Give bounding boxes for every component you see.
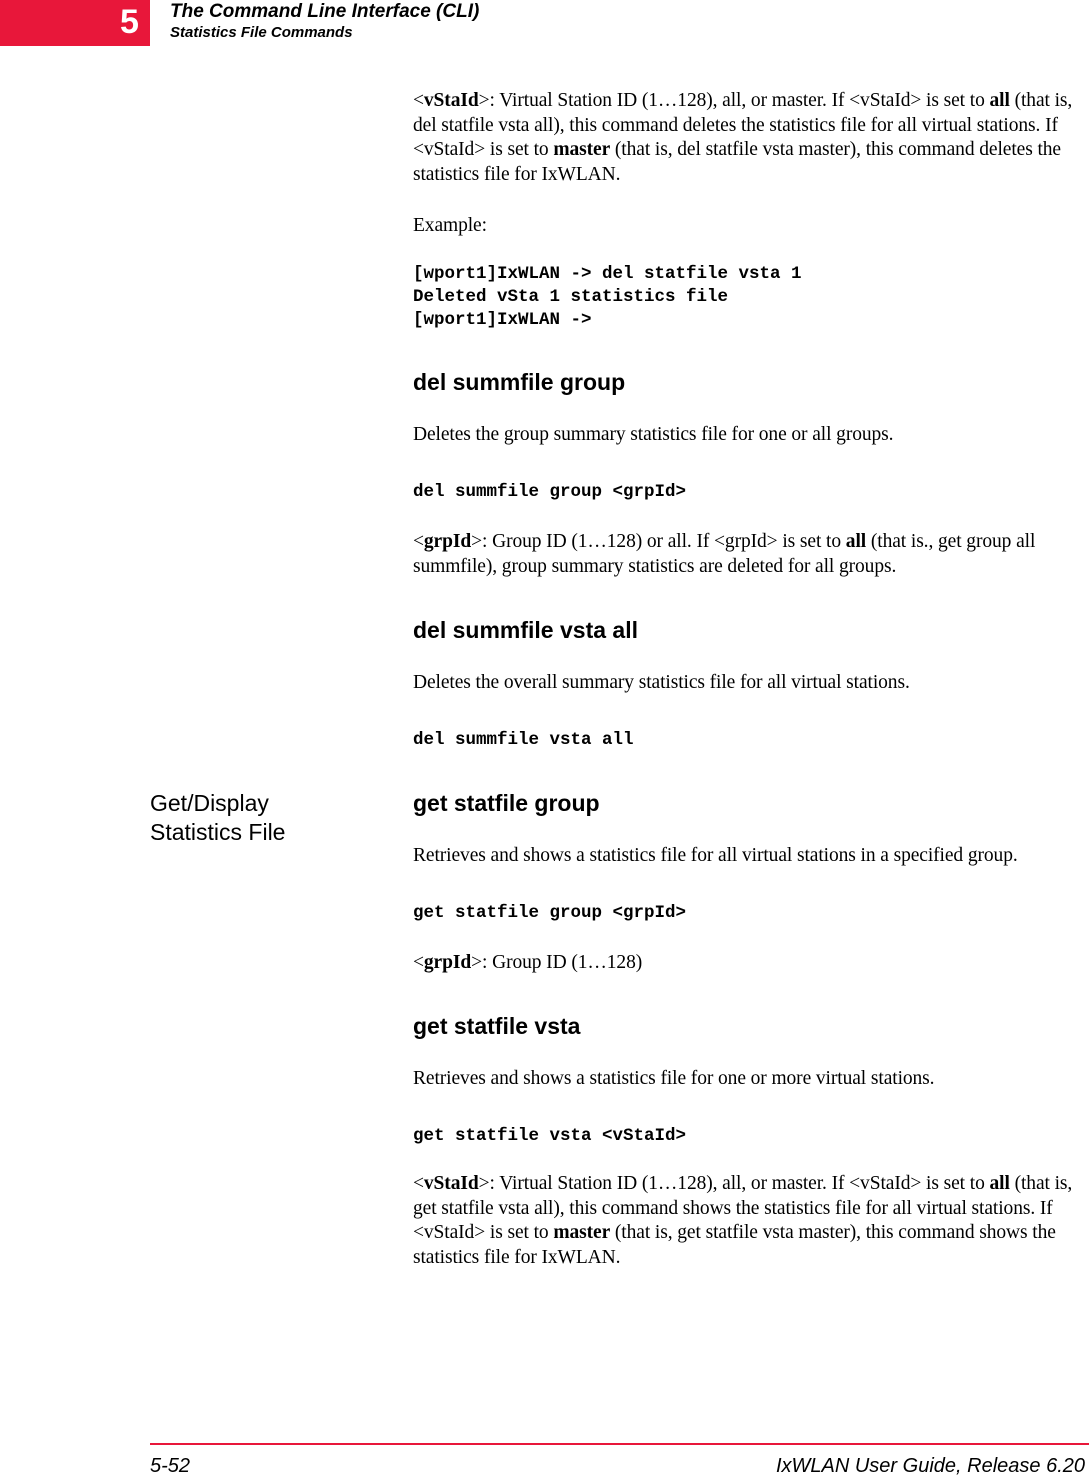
get-group-syntax: get statfile group <grpId> — [413, 903, 687, 923]
get-group-param-desc: <grpId>: Group ID (1…128) — [413, 952, 643, 973]
del-group-syntax: del summfile group <grpId> — [413, 482, 687, 502]
del-vsta-syntax: del summfile vsta all — [413, 730, 634, 750]
side-heading: Get/Display Statistics File — [150, 790, 286, 845]
heading-del-summfile-vsta-all: del summfile vsta all — [413, 617, 638, 643]
del-group-desc: Deletes the group summary statistics file for one or all groups. — [413, 424, 894, 445]
heading-del-summfile-group: del summfile group — [413, 369, 626, 395]
chapter-number: 5 — [120, 3, 139, 41]
get-group-desc: Retrieves and shows a statistics file for all virtual stations in a specified group. — [413, 845, 1018, 866]
get-vsta-param-desc: <vStaId>: Virtual Station ID (1…128), all, or master. If <vStaId> is set to all (that is, get statfile vsta all), this command shows the statistics file for all virtual stations. If <vStaId> is set to master (that is, get statfile vsta master), this command shows the statistics file for IxWLAN. — [413, 1173, 1073, 1268]
footer-rule — [150, 1443, 1089, 1445]
header-subtitle: Statistics File Commands — [170, 24, 353, 41]
code-line: Deleted vSta 1 statistics file — [413, 287, 729, 307]
heading-get-statfile-vsta: get statfile vsta — [413, 1013, 581, 1039]
get-vsta-desc: Retrieves and shows a statistics file for one or more virtual stations. — [413, 1068, 935, 1089]
del-group-param-desc: <grpId>: Group ID (1…128) or all. If <grpId> is set to all (that is., get group all summfile), group summary statistics are deleted for all groups. — [413, 531, 1036, 577]
code-line: [wport1]IxWLAN -> — [413, 310, 592, 330]
get-vsta-syntax: get statfile vsta <vStaId> — [413, 1126, 687, 1146]
heading-get-statfile-group: get statfile group — [413, 790, 600, 816]
param-name: vStaId — [423, 90, 479, 111]
footer-page-number: 5-52 — [150, 1455, 191, 1477]
header-title: The Command Line Interface (CLI) — [170, 1, 480, 22]
intro-param-desc: <vStaId>: Virtual Station ID (1…128), all, or master. If <vStaId> is set to all (that is, del statfile vsta all), this command deletes the statistics file for all virtual stations. If <vStaId> is set to master (that is, del statfile vsta master), this command deletes the statistics file for IxWLAN. — [413, 90, 1073, 185]
code-line: [wport1]IxWLAN -> del statfile vsta 1 — [413, 264, 802, 284]
example-code-block — [413, 263, 802, 332]
example-label: Example: — [413, 215, 487, 236]
del-vsta-desc: Deletes the overall summary statistics file for all virtual stations. — [413, 672, 910, 693]
footer-doc-title: IxWLAN User Guide, Release 6.20 — [775, 1455, 1085, 1477]
